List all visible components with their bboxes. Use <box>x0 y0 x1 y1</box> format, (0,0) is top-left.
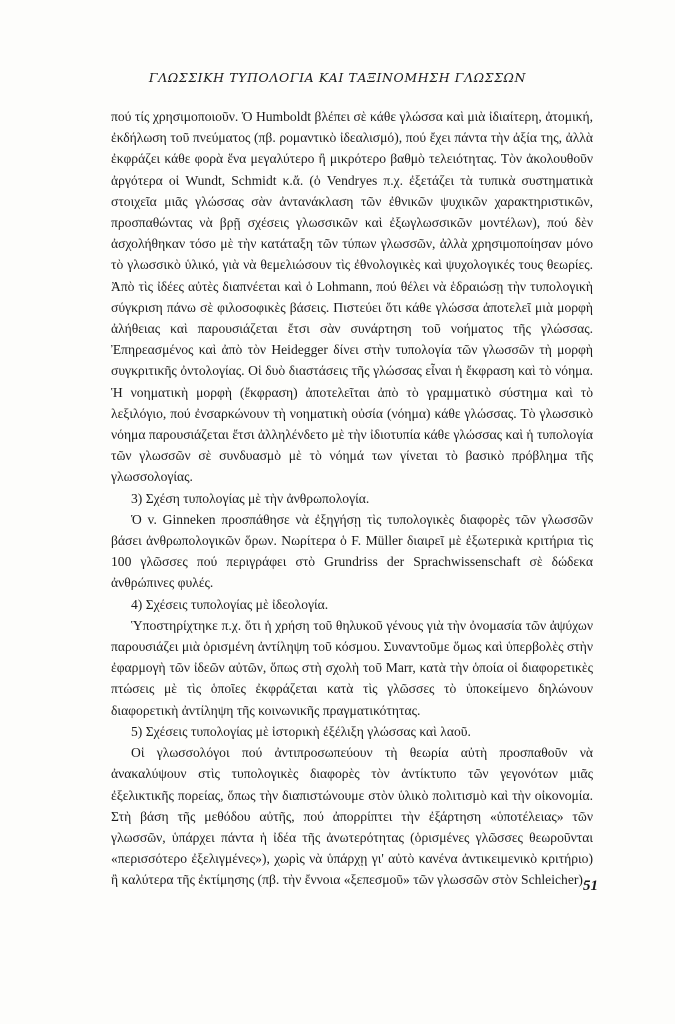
paragraph-ginneken: Ὁ v. Ginneken προσπάθησε νὰ ἐξηγήσῃ τὶς τυπολογικὲς διαφορὲς τῶν γλωσσῶν βάσει ἀνθρωπολογικῶν ὅρων. Νωρίτερα ὁ F. Müller διαιρεῖ μὲ ἐξωτερικὰ κριτήρια τὶς 100 γλῶσσες πού περιγράφει στὸ Grundriss der Sprachwissenschaft σὲ δώδεκα ἀνθρώπινες φυλές. <box>111 511 593 591</box>
paragraph-humboldt: πού τίς χρησιμοποιοῦν. Ὁ Humboldt βλέπει σὲ κάθε γλώσσα καὶ μιὰ ἰδιαίτερη, ἀτομική, ἐκδήλωση τοῦ πνεύματος (πβ. ρομαντικὸ ἰδεαλισμό), πού ἔχει πάντα τὴν ἀξία της, ἀλλὰ ἐκφράζει κάθε φορὰ ἕνα μεγαλύτερο ἢ μικρότερο βαθμὸ τελειότητας. Τὸν ἀκολουθοῦν ἀργότερα οἱ Wundt, Schmidt κ.ἄ. (ὁ Vendryes π.χ. ἐξετάζει τὰ τυπικὰ συστηματικὰ στοιχεῖα μιᾶς γλώσσας σὰν ἀντανάκλαση τῶν ἐθνικῶν ψυχικῶν χαρακτηριστικῶν, προσπαθώντας νὰ βρῇ σχέσεις γλωσσικῶν καὶ ἐξωγλωσσικῶν μοντέλων), πού δὲν ἀσχολήθηκαν τόσο μὲ τὴν κατάταξη τῶν τύπων γλωσσῶν, ἀλλὰ χρησιμοποίησαν μόνο τὸ γλωσσικὸ ὑλικό, γιὰ νὰ θεμελιώσουν τὶς ἐθνολογικὲς καὶ ψυχολογικές τους θεωρίες. Ἀπὸ τὶς ἰδέες αὐτὲς διαπνέεται καὶ ὁ Lohmann, πού θέλει νὰ ἑδραιώσῃ τὴν τυπολογικὴ σύγκριση πάνω σὲ φιλοσοφικὲς βάσεις. Πιστεύει ὅτι κάθε γλώσσα ἀποτελεῖ μιὰ μορφὴ ἀλήθειας καὶ παρουσιάζεται ἔτσι σὰν συνάρτηση τοῦ νοήματος τῆς γλώσσας. Ἐπηρεασμένος καὶ ἀπὸ τὸν Heidegger δίνει στὴν τυπολογία τῶν γλωσσῶν τὴ μορφὴ συγκριτικῆς ὀντολογίας. Οἱ δυὸ διαστάσεις τῆς γλώσσας εἶναι ἡ ἔκφραση καὶ τὸ νόημα. Ἡ νοηματικὴ μορφὴ (ἔκφραση) ἀποτελεῖται ἀπὸ τὸ γραμματικὸ σύστημα καὶ τὸ λεξιλόγιο, πού ἐνσαρκώνουν τὴ νοηματικὴ οὐσία (νόημα) κάθε γλώσσας. Τὸ γλωσσικὸ νόημα παρουσιάζεται ἔτσι ἀλληλένδετο μὲ τὴν ἰδιοτυπία κάθε γλώσσας καὶ ἡ τυπολογία τῶν γλωσσῶν σὲ συνδυασμὸ μὲ τὸ νόημά των γίνεται τὸ βασικὸ πρόβλημα τῆς γλωσσολογίας. <box>111 109 593 485</box>
body-text <box>111 106 593 891</box>
item-history-heading: 5) Σχέσεις τυπολογίας μὲ ἱστορικὴ ἐξέλιξη γλώσσας καὶ λαοῦ. <box>131 723 471 739</box>
item-ideology-heading: 4) Σχέσεις τυπολογίας μὲ ἰδεολογία. <box>131 596 329 612</box>
paragraph-feminine-gender: Ὑποστηρίχτηκε π.χ. ὅτι ἡ χρήση τοῦ θηλυκοῦ γένους γιὰ τὴν ὀνομασία τῶν ἀψύχων παρουσιάζει μιὰ ὁρισμένη ἀντίληψη τοῦ κόσμου. Συναντοῦμε ὅμως καὶ ὑπερβολὲς στὴν ἐφαρμογὴ τῶν ἰδεῶν αὐτῶν, ὅπως στὴ σχολὴ τοῦ Marr, κατὰ τὴν ὁποία οἱ διαφορετικὲς πτώσεις μὲ τὶς ὁποῖες ἐκφράζεται κατὰ τὶς γλῶσσες τὸ ὑποκείμενο δηλώνουν διαφορετικὴ ἀντίληψη τῆς κοινωνικῆς πραγματικότητας. <box>111 617 593 718</box>
item-anthropology-heading: 3) Σχέση τυπολογίας μὲ τὴν ἀνθρωπολογία. <box>131 490 370 506</box>
page-number: 51 <box>583 878 598 894</box>
paragraph-linguists-evolution: Οἱ γλωσσολόγοι πού ἀντιπροσωπεύουν τὴ θεωρία αὐτὴ προσπαθοῦν νὰ ἀνακαλύψουν στὶς τυπολογικὲς διαφορὲς τὸν ἀντίκτυπο τῶν γεγονότων μιᾶς ἐξελικτικῆς πορείας, ὅπως τὴν διαπιστώνουμε στὸν ὑλικὸ πολιτισμὸ καὶ τὴν οἰκονομία. Στὴ βάση τῆς μεθόδου αὐτῆς, πού ἀπορρίπτει τὴν ἐξάρτηση «ὑποτέλειας» τῶν γλωσσῶν, ὑπάρχει πάντα ἡ ἰδέα τῆς ἀνωτερότητας (ὁρισμένες γλῶσσες θεωροῦνται «περισσότερο ἐξελιγμένες»), χωρὶς νὰ ὑπάρχῃ γι' αὐτὸ κανένα ἀντικειμενικὸ κριτήριο) ἢ καλύτερα τῆς ἐκτίμησης (πβ. τὴν ἔννοια «ξεπεσμοῦ» τῶν γλωσσῶν στὸν Schleicher). <box>111 745 593 888</box>
running-head: ΓΛΩΣΣΙΚΗ ΤΥΠΟΛΟΓΙΑ ΚΑΙ ΤΑΞΙΝΟΜΗΣΗ ΓΛΩΣΣΩΝ <box>148 70 527 85</box>
